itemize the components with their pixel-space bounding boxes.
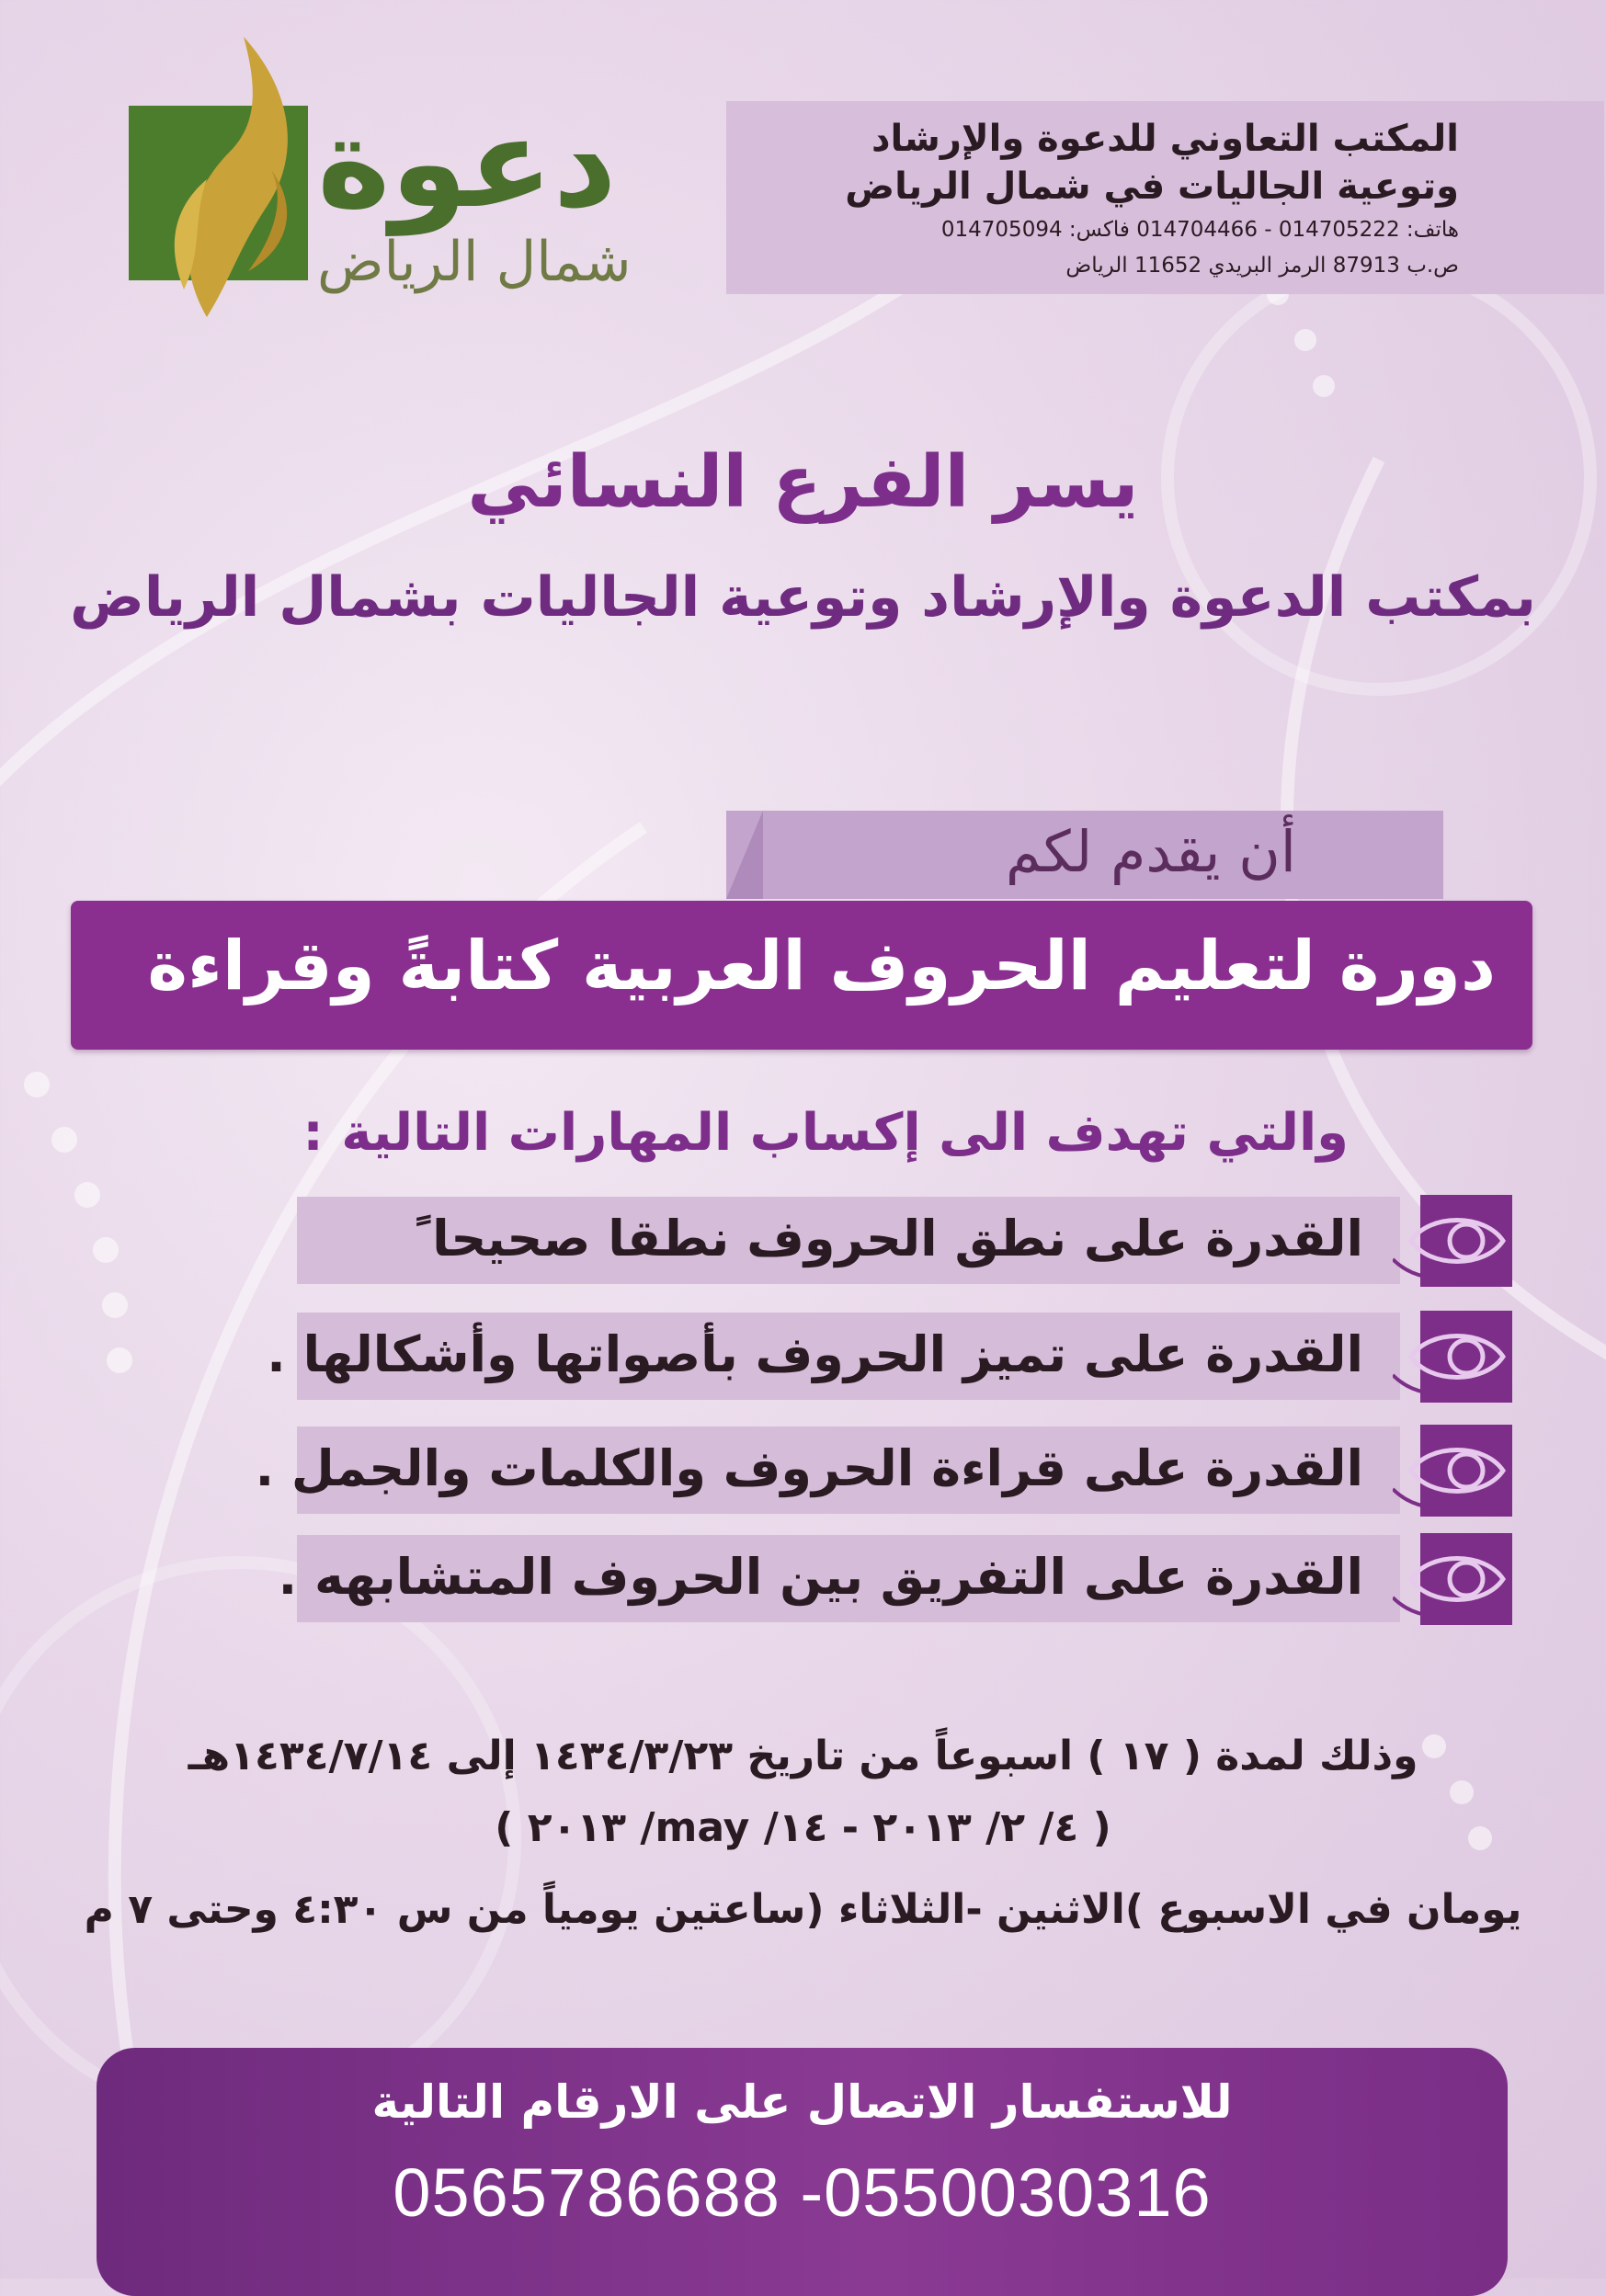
schedule-duration: وذلك لمدة ( ١٧ ) اسبوعاً من تاريخ ١٤٣٤/٣/٢٣ إلى ١٤٣٤/٧/١٤هـ <box>188 1733 1418 1779</box>
ornament-icon <box>1393 1524 1521 1634</box>
office-info-box <box>726 101 1604 294</box>
headline-line2: بمكتب الدعوة والإرشاد وتوعية الجاليات بشمال الرياض <box>70 565 1536 630</box>
ornament-icon <box>1393 1186 1521 1296</box>
headline-line1: يسر الفرع النسائي <box>467 441 1139 524</box>
office-name-line2: وتوعية الجاليات في شمال الرياض <box>845 165 1459 208</box>
brand-logo <box>120 32 644 335</box>
offer-tab-text: أن يقدم لكم <box>1005 818 1296 885</box>
skill-item <box>297 1197 1400 1284</box>
logo-word: دعوة <box>317 91 617 235</box>
skill-item <box>267 1313 1400 1400</box>
office-phones: هاتف: 014705222 - 014704466 فاكس: 014705094 <box>940 218 1459 242</box>
ornament-icon <box>1393 1301 1521 1412</box>
ornament-icon <box>1393 1415 1521 1526</box>
skill-text: القدرة على التفريق بين الحروف المتشابهه . <box>278 1548 1363 1606</box>
course-title: دورة لتعليم الحروف العربية كتابةً وقراءة <box>147 926 1496 1006</box>
offer-tab-slant <box>726 811 763 899</box>
flame-icon <box>120 32 340 335</box>
office-name-line1: المكتب التعاوني للدعوة والإرشاد <box>871 118 1459 160</box>
course-title-bar <box>71 901 1532 1050</box>
skill-text: القدرة على قراءة الحروف والكلمات والجمل . <box>255 1439 1363 1497</box>
contact-label: للاستفسار الاتصال على الارقام التالية <box>371 2075 1233 2129</box>
skill-text: القدرة على تميز الحروف بأصواتها وأشكالها . <box>267 1325 1363 1383</box>
skill-item <box>278 1535 1400 1622</box>
skill-item <box>255 1426 1400 1514</box>
skills-intro: والتي تهدف الى إكساب المهارات التالية : <box>302 1103 1349 1163</box>
schedule-days: يومان في الاسبوع )الاثنين -الثلاثاء (ساعتين يومياً من س ٤:٣٠ وحتى ٧ م <box>84 1886 1522 1933</box>
contact-phone-numbers: 0565786688 -0550030316 <box>393 2154 1212 2231</box>
schedule-dates: ( ٤/ ٢/ ٢٠١٣ - ١٤/ may/ ٢٠١٣ ) <box>495 1804 1111 1851</box>
office-address: ص.ب 87913 الرمز البريدي 11652 الرياض <box>1065 254 1459 278</box>
contact-panel <box>97 2048 1508 2296</box>
logo-subtitle: شمال الرياض <box>317 230 632 294</box>
skill-text: القدرة على نطق الحروف نطقا صحيحا ً <box>415 1210 1363 1267</box>
